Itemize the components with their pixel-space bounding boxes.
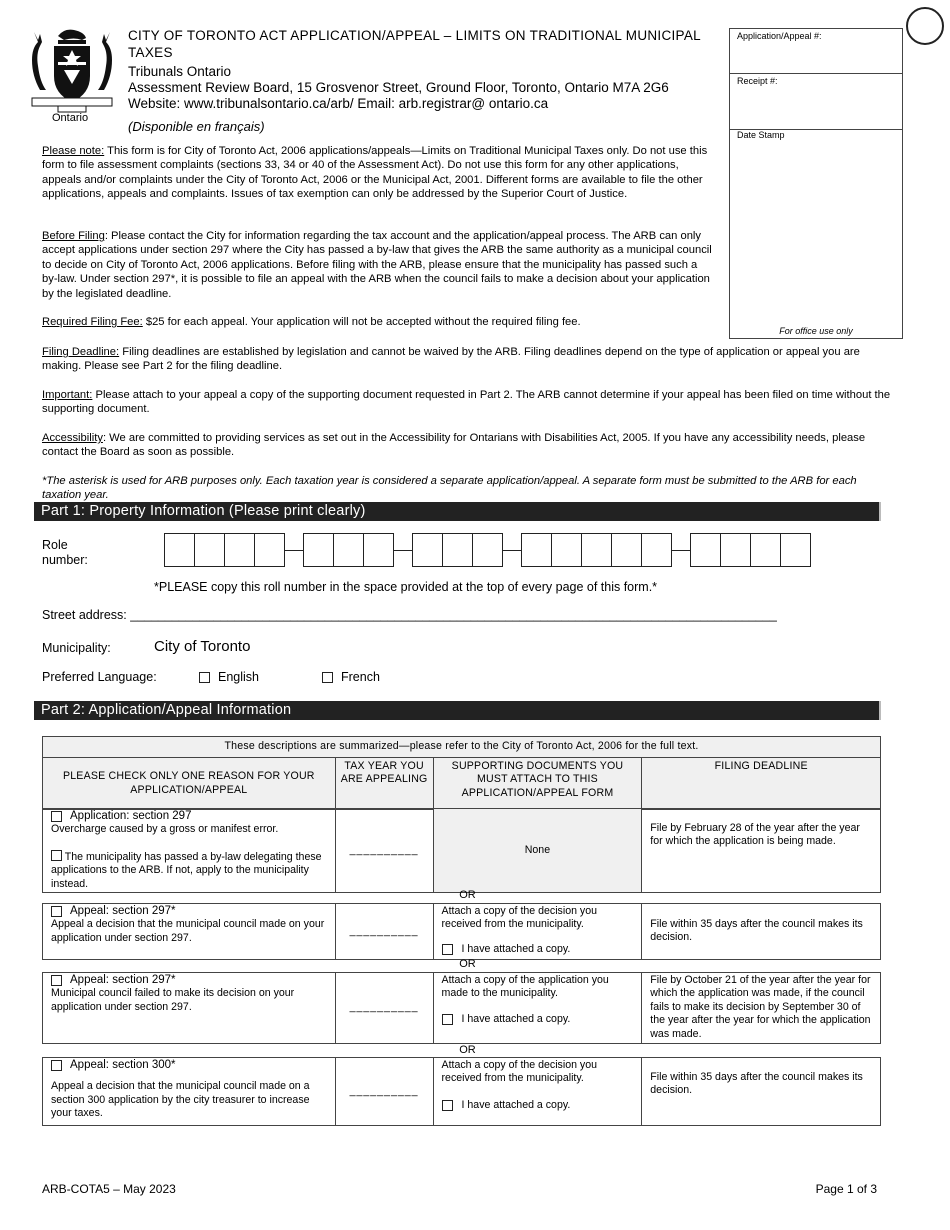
before-filing-text: : Please contact the City for information regarding the tax account and the application/appeal process. The ARB can only accept applications under section 297 where the City has passed a by-law that gives the ARB the same authority as a municipal council to decide on City of Toronto Act, 2006 applications. Before filing with the ARB, please ensure that the municipality has passed such a by-law. Under section 297*, it is possible to file an appeal with the ARB when the council fails to make a decision about your application by the legislated deadline. — [42, 230, 712, 300]
docs-2-text: Attach a copy of the decision you received from the municipality. — [441, 905, 598, 931]
office-use-note: For office use only — [779, 326, 853, 336]
docs-2-cell — [433, 904, 642, 960]
website-email: Website: www.tribunalsontario.ca/arb/ Email: arb.registrar@ ontario.ca — [128, 96, 549, 111]
reason-1-sub-text: The municipality has passed a by-law delegating these applications to the ARB. If not, apply to the municipality instead. — [51, 850, 322, 890]
french-availability: (Disponible en français) — [128, 119, 265, 134]
accessibility-paragraph — [42, 431, 892, 460]
reason-4-cell — [43, 1058, 336, 1126]
reason-2-desc: Appeal a decision that the municipal council made on your application under section 297. — [51, 918, 325, 944]
logo-ontario-label: Ontario — [52, 112, 89, 124]
tax-year-3-input[interactable] — [335, 973, 433, 1044]
tax-year-4-blank: __________ — [349, 1084, 419, 1097]
docs-2-checkbox[interactable] — [442, 944, 453, 955]
roll-group-2 — [303, 533, 394, 567]
role-number-label — [42, 538, 88, 568]
docs-4-checkbox[interactable] — [442, 1100, 453, 1111]
language-english-option[interactable] — [199, 670, 259, 684]
deadline-4-cell: File within 35 days after the council makes its decision. — [642, 1058, 881, 1126]
reason-row-2 — [42, 903, 881, 960]
filing-fee-text: $25 for each appeal. Your application will not be accepted without the required filing fee. — [142, 316, 581, 328]
reason-4-title: Appeal: section 300* — [70, 1059, 176, 1071]
reason-1-checkbox[interactable] — [51, 811, 62, 822]
asterisk-note: *The asterisk is used for ARB purposes only. Each taxation year is considered a separate application/appeal. A separate form must be submitted to the ARB for each taxation year. — [42, 475, 857, 502]
roll-digit-box[interactable] — [442, 533, 473, 567]
filing-fee-lead: Required Filing Fee: — [42, 316, 143, 328]
reason-3-checkbox[interactable] — [51, 975, 62, 986]
tax-year-2-input[interactable] — [335, 904, 433, 960]
roll-separator — [285, 550, 303, 551]
important-text: Please attach to your appeal a copy of the supporting document requested in Part 2. The ARB cannot determine if your appeal has been filed on time without the supporting document. — [42, 389, 891, 416]
street-address-label: Street address: — [42, 608, 127, 622]
reason-1-option[interactable] — [51, 810, 327, 823]
app-number-label: Application/Appeal #: — [737, 31, 822, 41]
roll-separator — [503, 550, 521, 551]
tax-year-1-input[interactable] — [335, 809, 433, 893]
reason-row-4 — [42, 1057, 881, 1126]
reason-3-desc: Municipal council failed to make its decision on your application under section 297. — [51, 987, 295, 1013]
ontario-crest-logo — [28, 26, 116, 126]
municipality-label: Municipality: — [42, 641, 111, 655]
street-address-row — [42, 608, 777, 622]
please-note-paragraph — [42, 144, 714, 202]
reason-4-checkbox[interactable] — [51, 1060, 62, 1071]
roll-digit-box[interactable] — [224, 533, 255, 567]
reason-3-title: Appeal: section 297* — [70, 974, 176, 986]
reason-4-desc: Appeal a decision that the municipal council made on a section 300 application by the city treasurer to increase your taxes. — [51, 1080, 310, 1120]
col-year-header: TAX YEAR YOU ARE APPEALING — [335, 758, 433, 810]
roll-group-3 — [412, 533, 503, 567]
col-docs-header: SUPPORTING DOCUMENTS YOU MUST ATTACH TO THIS APPLICATION/APPEAL FORM — [433, 758, 642, 810]
roll-digit-box[interactable] — [551, 533, 582, 567]
roll-digit-box[interactable] — [254, 533, 285, 567]
filing-deadline-paragraph — [42, 345, 892, 374]
municipality-value: City of Toronto — [154, 638, 251, 655]
roll-separator — [672, 550, 690, 551]
date-stamp-label: Date Stamp — [737, 130, 785, 140]
roll-digit-box[interactable] — [164, 533, 195, 567]
part2-header-table — [42, 736, 881, 810]
roll-digit-box[interactable] — [690, 533, 721, 567]
please-note-text: This form is for City of Toronto Act, 2006 applications/appeals—Limits on Traditional Municipal Taxes only. Do not use this form to file assessment complaints (sections 33, 34 or 40 of the Assessment Act). Do not use this form for any other applications, appeals and/or complaints under the City of Toronto Act, 2006 or the Municipal Act, 2001. Different forms are available to file the other applications, appeals and complaints. Issues of tax exemption can only be addressed by the Superior Court of Justice. — [42, 145, 708, 201]
roll-group-1 — [164, 533, 285, 567]
tax-year-3-blank: __________ — [349, 1001, 419, 1014]
col-deadline-header: FILING DEADLINE — [642, 758, 881, 810]
roll-group-4 — [521, 533, 672, 567]
docs-3-checkbox[interactable] — [442, 1014, 453, 1025]
deadline-2-cell: File within 35 days after the council makes its decision. — [642, 904, 881, 960]
roll-digit-box[interactable] — [472, 533, 503, 567]
roll-digit-box[interactable] — [363, 533, 394, 567]
reason-1-sub — [51, 850, 327, 891]
form-id-footer: ARB-COTA5 – May 2023 — [42, 1182, 176, 1196]
filing-fee-paragraph — [42, 315, 892, 329]
docs-4-attached-label: I have attached a copy. — [461, 1098, 571, 1111]
roll-digit-box[interactable] — [412, 533, 443, 567]
app-number-field[interactable] — [730, 29, 902, 74]
receipt-number-field[interactable] — [730, 74, 902, 130]
tax-year-1-blank: __________ — [349, 843, 419, 856]
reason-row-3 — [42, 972, 881, 1044]
roll-number-boxes — [164, 533, 811, 567]
docs-3-text: Attach a copy of the application you made to the municipality. — [441, 974, 609, 1000]
roll-digit-box[interactable] — [720, 533, 751, 567]
roll-digit-box[interactable] — [611, 533, 642, 567]
docs-4-attached-option[interactable] — [442, 1099, 634, 1112]
corner-circle-mark — [906, 7, 944, 45]
col-reason-header: PLEASE CHECK ONLY ONE REASON FOR YOUR APPLICATION/APPEAL — [43, 758, 336, 810]
roll-digit-box[interactable] — [303, 533, 334, 567]
tax-year-2-blank: __________ — [349, 924, 419, 937]
role-label-line2: number: — [42, 553, 88, 567]
docs-2-attached-label: I have attached a copy. — [461, 942, 571, 955]
reason-3-option[interactable] — [51, 974, 327, 987]
roll-digit-box[interactable] — [750, 533, 781, 567]
accessibility-text: : We are committed to providing services as set out in the Accessibility for Ontarians with Disabilities Act, 2005. If you have any accessibility needs, please contact the Board as soon as possible. — [42, 432, 866, 459]
roll-separator — [394, 550, 412, 551]
preferred-language-label: Preferred Language: — [42, 670, 157, 684]
before-filing-paragraph — [42, 229, 714, 301]
part1-heading: Part 1: Property Information (Please print clearly) — [34, 502, 881, 521]
office-use-box — [729, 28, 903, 339]
reason-3-cell — [43, 973, 336, 1044]
roll-digit-box[interactable] — [521, 533, 552, 567]
accessibility-lead: Accessibility — [42, 432, 103, 444]
reason-1-cell — [43, 809, 336, 893]
please-note-lead: Please note: — [42, 145, 105, 157]
role-label-line1: Role — [42, 538, 68, 552]
summary-note: These descriptions are summarized—please refer to the City of Toronto Act, 2006 for the full text. — [43, 737, 881, 758]
docs-3-attached-label: I have attached a copy. — [461, 1012, 571, 1025]
reason-2-cell — [43, 904, 336, 960]
part2-heading: Part 2: Application/Appeal Information — [34, 701, 881, 720]
important-paragraph — [42, 388, 892, 417]
french-checkbox[interactable] — [322, 672, 333, 683]
roll-digit-box[interactable] — [194, 533, 225, 567]
docs-4-text: Attach a copy of the decision you received from the municipality. — [441, 1059, 598, 1085]
reason-1-sub-checkbox[interactable] — [51, 850, 62, 861]
or-separator-1: OR — [459, 889, 476, 901]
reason-1-title: Application: section 297 — [70, 810, 192, 822]
deadline-1-cell: File by February 28 of the year after the year for which the application is being made. — [642, 809, 881, 893]
roll-digit-box[interactable] — [641, 533, 672, 567]
reason-1-desc: Overcharge caused by a gross or manifest error. — [51, 823, 279, 836]
docs-3-attached-option[interactable] — [442, 1013, 634, 1026]
roll-digit-box[interactable] — [581, 533, 612, 567]
form-title: CITY OF TORONTO ACT APPLICATION/APPEAL – LIMITS ON TRADITIONAL MUNICIPAL TAXES — [128, 28, 701, 60]
filing-deadline-text: Filing deadlines are established by legislation and cannot be waived by the ARB. Filing deadlines depend on the type of application or appeal you are making. Please see Part 2 for the filing deadline. — [42, 346, 860, 373]
or-separator-2: OR — [459, 958, 476, 970]
deadline-3-cell: File by October 21 of the year after the year for which the application was made, if the council fails to make its decision by September 30 of the year after the year for which the application was made. — [642, 973, 881, 1044]
docs-3-cell — [433, 973, 642, 1044]
language-french-option[interactable] — [322, 670, 380, 684]
docs-4-cell — [433, 1058, 642, 1126]
reason-row-1 — [42, 808, 881, 893]
french-label: French — [341, 670, 380, 684]
roll-number-note: *PLEASE copy this roll number in the space provided at the top of every page of this form.* — [154, 580, 658, 594]
english-label: English — [218, 670, 259, 684]
roll-digit-box[interactable] — [780, 533, 811, 567]
page-number-footer: Page 1 of 3 — [815, 1182, 877, 1196]
org-name: Tribunals Ontario — [128, 64, 232, 79]
roll-digit-box[interactable] — [333, 533, 364, 567]
filing-deadline-lead: Filing Deadline: — [42, 346, 120, 358]
roll-group-5 — [690, 533, 811, 567]
docs-1-cell: None — [433, 809, 642, 893]
street-address-input[interactable]: _____________________________________________________________________________________________ — [130, 608, 777, 622]
reason-4-option[interactable] — [51, 1059, 327, 1072]
tax-year-4-input[interactable] — [335, 1058, 433, 1126]
before-filing-lead: Before Filing — [42, 230, 105, 242]
reason-2-option[interactable] — [51, 905, 327, 918]
english-checkbox[interactable] — [199, 672, 210, 683]
docs-2-attached-option[interactable] — [442, 943, 634, 956]
org-address: Assessment Review Board, 15 Grosvenor Street, Ground Floor, Toronto, Ontario M7A 2G6 — [128, 80, 669, 95]
or-separator-3: OR — [459, 1044, 476, 1056]
reason-2-checkbox[interactable] — [51, 906, 62, 917]
important-lead: Important: — [42, 389, 93, 401]
reason-2-title: Appeal: section 297* — [70, 905, 176, 917]
receipt-label: Receipt #: — [737, 76, 778, 86]
